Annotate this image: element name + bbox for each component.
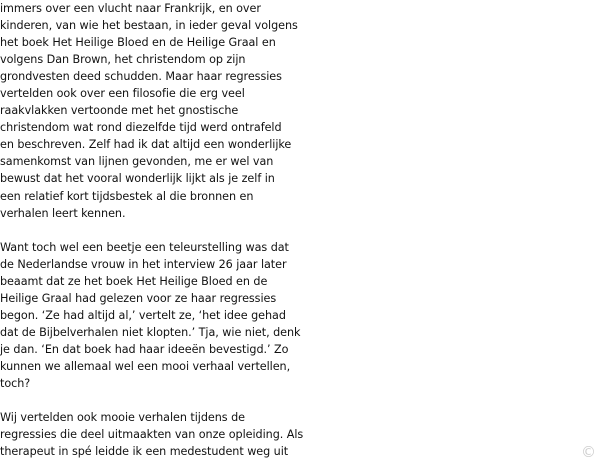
- text-line: raakvlakken vertoonde met het gnostische: [0, 104, 239, 118]
- text-line: kunnen we allemaal wel een mooi verhaal vertellen,: [0, 359, 291, 373]
- text-line: grondvesten deed schudden. Maar haar regressies: [0, 70, 282, 84]
- text-line: en beschreven. Zelf had ik dat altijd een wonderlijke: [0, 138, 292, 152]
- text-line: Heilige Graal had gelezen voor ze haar regressies: [0, 291, 277, 305]
- text-line: toch?: [0, 376, 31, 390]
- text-line: het boek Het Heilige Bloed en de Heilige Graal en: [0, 36, 276, 50]
- text-line: beaamt dat ze het boek Het Heilige Bloed en de: [0, 274, 268, 288]
- copyright-icon: ©: [581, 443, 596, 461]
- paragraph-2: [0, 239, 300, 392]
- text-line: therapeut in spé leidde ik een medestudent weg uit: [0, 445, 289, 459]
- paragraph-3: [0, 409, 304, 460]
- text-line: immers over een vlucht naar Frankrijk, en over: [0, 2, 261, 15]
- text-line: kinderen, van wie het bestaan, in ieder geval volgens: [0, 19, 298, 33]
- text-line: verhalen leert kennen.: [0, 206, 126, 220]
- text-line: begon. ‘Ze had altijd al,’ vertelt ze, ‘het idee gehad: [0, 308, 286, 322]
- text-line: de Nederlandse vrouw in het interview 26 jaar later: [0, 257, 287, 271]
- text-line: dat de Bijbelverhalen niet klopten.’ Tja, wie niet, denk: [0, 325, 301, 339]
- text-line: volgens Dan Brown, het christendom op zijn: [0, 53, 246, 67]
- text-line: vertelden ook over een filosofie die erg veel: [0, 87, 245, 101]
- text-line: Want toch wel een beetje een teleurstelling was dat: [0, 240, 289, 254]
- text-line: een relatief kort tijdsbestek al die bronnen en: [0, 189, 254, 203]
- text-line: samenkomst van lijnen gevonden, me er wel van: [0, 155, 274, 169]
- text-line: je dan. ‘En dat boek had haar ideeën bevestigd.’ Zo: [0, 342, 289, 356]
- text-line: Wij vertelden ook mooie verhalen tijdens de: [0, 411, 245, 425]
- text-line: christendom wat rond diezelfde tijd werd ontrafeld: [0, 121, 282, 135]
- paragraph-1: [0, 0, 300, 222]
- text-line: bewust dat het vooral wonderlijk lijkt als je zelf in: [0, 172, 275, 186]
- text-line: regressies die deel uitmaakten van onze opleiding. Als: [0, 428, 304, 442]
